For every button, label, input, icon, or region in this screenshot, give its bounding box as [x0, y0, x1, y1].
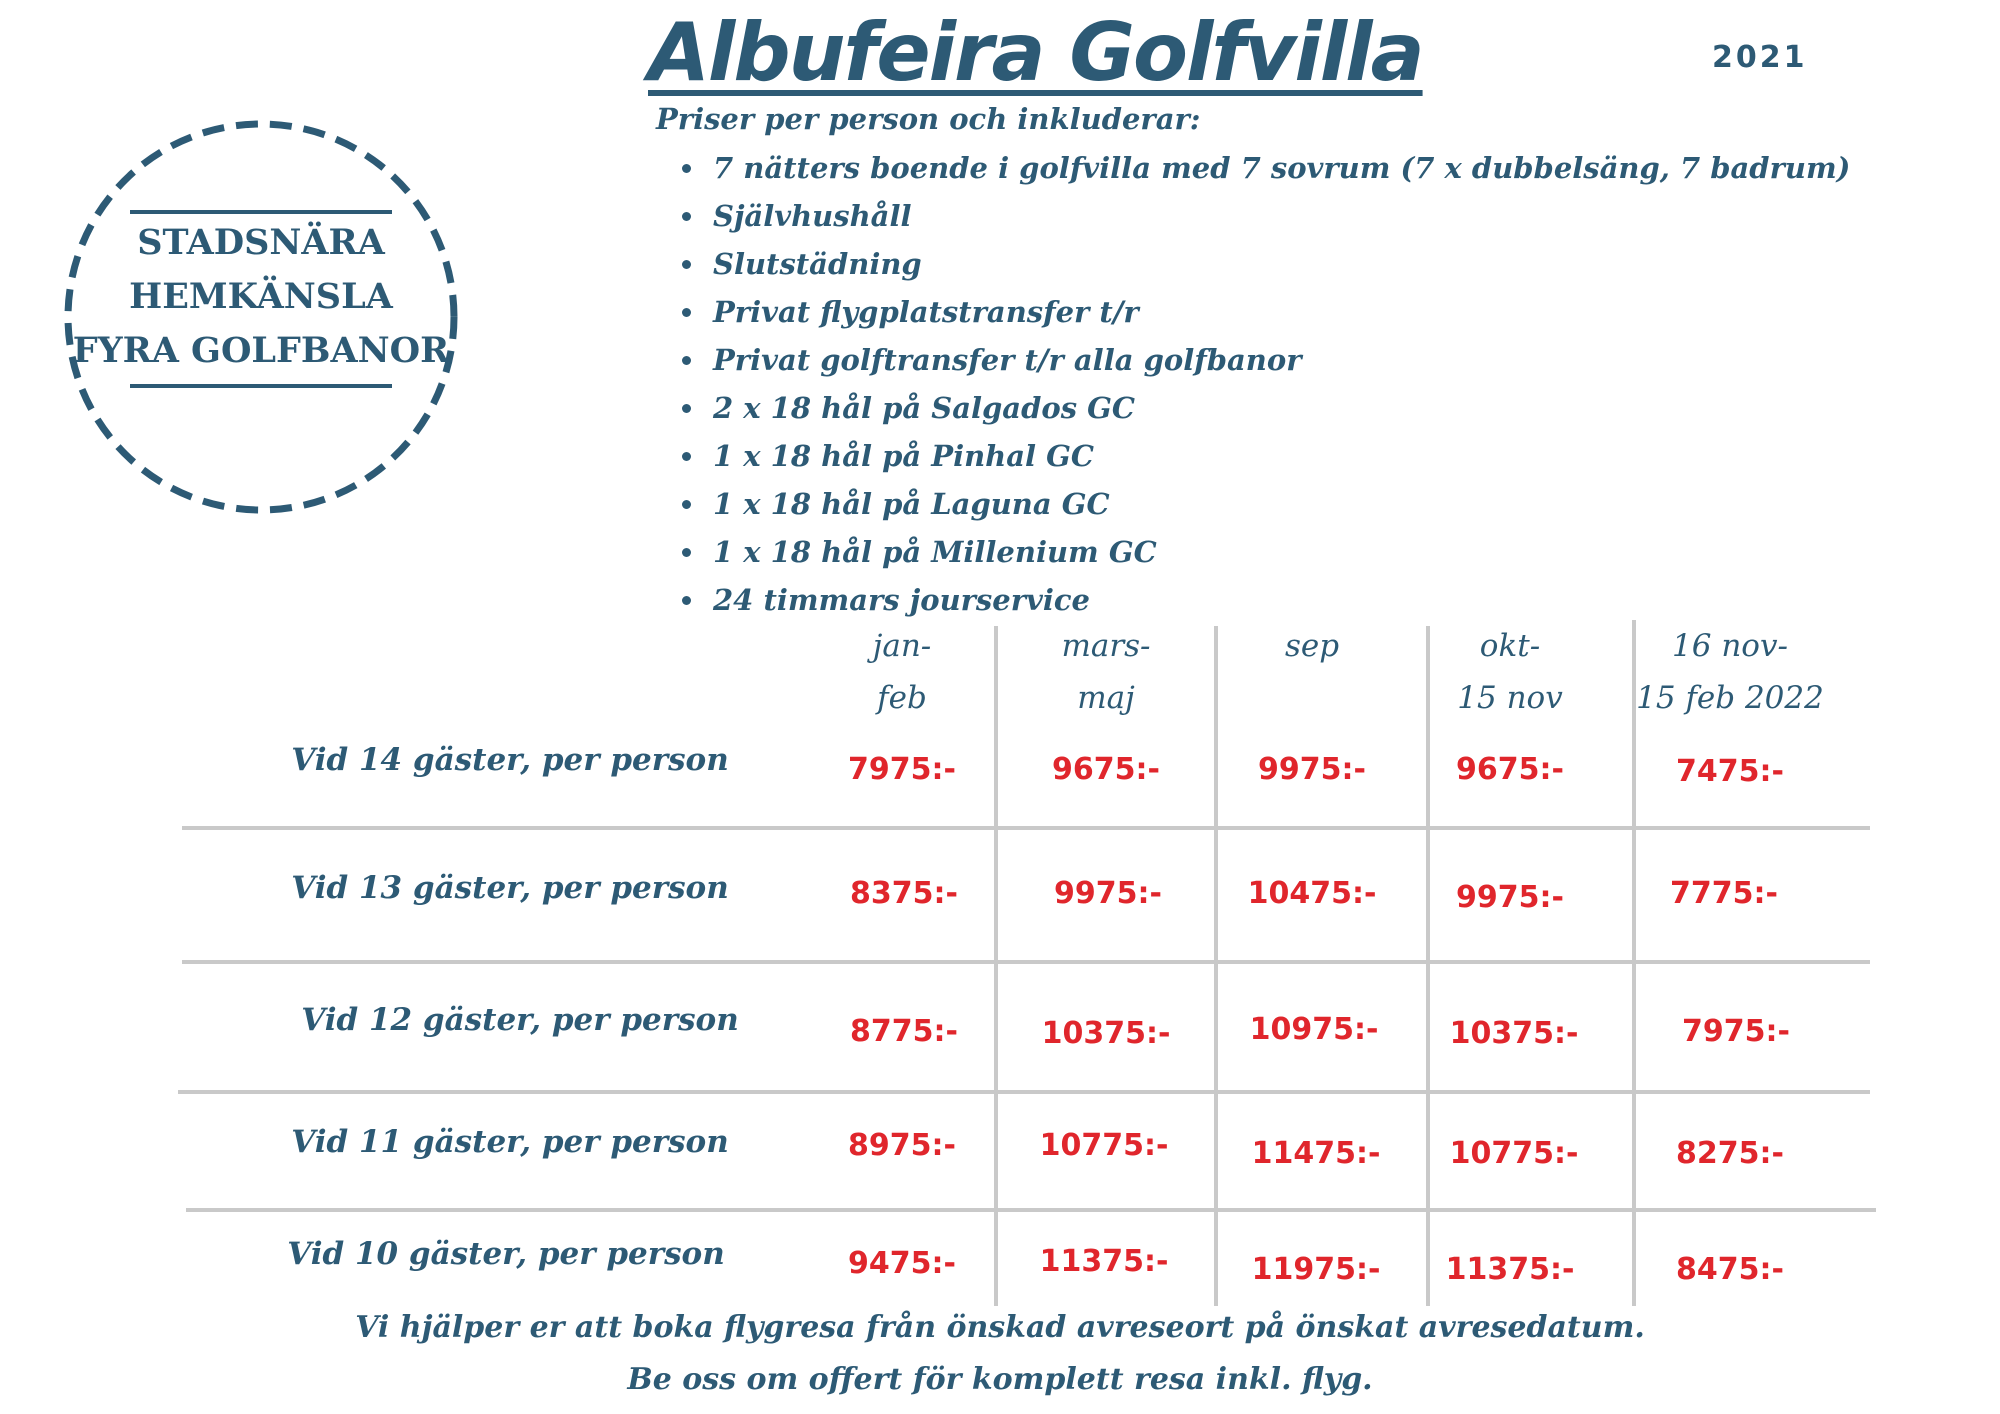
footer-offer-note: Be oss om offert för komplett resa inkl. flyg.: [627, 1362, 1373, 1397]
footer-flight-note: Vi hjälper er att boka flygresa från önskad avreseort på önskat avresedatum.: [355, 1310, 1645, 1345]
bullet-icon: [682, 548, 691, 557]
bullet-icon: [682, 404, 691, 413]
feature-item: 1 x 18 hål på Pinhal GC: [682, 432, 1850, 480]
price-cell: 7475:-: [1676, 754, 1784, 789]
highlights-stamp: [62, 118, 460, 516]
price-cell: 9975:-: [1054, 876, 1162, 911]
feature-item: Självhushåll: [682, 192, 1850, 240]
price-cell: 9675:-: [1456, 752, 1564, 787]
price-cell: 8275:-: [1676, 1136, 1784, 1171]
column-header: okt- 15 nov: [1457, 628, 1563, 716]
grid-hline: [186, 1208, 1876, 1212]
price-cell: 10375:-: [1041, 1016, 1171, 1051]
price-cell: 8375:-: [850, 876, 958, 911]
price-cell: 10975:-: [1249, 1012, 1379, 1047]
price-cell: 8975:-: [848, 1128, 956, 1163]
column-header: 16 nov- 15 feb 2022: [1636, 628, 1824, 716]
column-header: jan- feb: [872, 628, 932, 716]
feature-item: 24 timmars jourservice: [682, 576, 1850, 624]
row-label: Vid 11 gäster, per person: [291, 1124, 729, 1160]
feature-item: 2 x 18 hål på Salgados GC: [682, 384, 1850, 432]
price-intro: Priser per person och inkluderar:: [656, 102, 1201, 136]
price-cell: 9975:-: [1456, 880, 1564, 915]
column-header: mars- maj: [1061, 628, 1151, 716]
year-label: 2021: [1712, 40, 1808, 75]
stamp-line-3: FYRA GOLFBANOR: [72, 330, 450, 371]
column-header: sep: [1284, 628, 1340, 664]
stamp-divider-bottom: [130, 384, 392, 388]
bullet-icon: [682, 308, 691, 317]
price-cell: 8475:-: [1676, 1252, 1784, 1287]
price-cell: 11375:-: [1445, 1252, 1575, 1287]
included-features-list: [682, 144, 1850, 624]
grid-hline: [182, 826, 1870, 830]
feature-item: Privat golftransfer t/r alla golfbanor: [682, 336, 1850, 384]
bullet-icon: [682, 452, 691, 461]
price-cell: 10475:-: [1247, 876, 1377, 911]
price-cell: 8775:-: [850, 1014, 958, 1049]
stamp-line-1: STADSNÄRA: [137, 222, 385, 263]
bullet-icon: [682, 212, 691, 221]
row-label: Vid 10 gäster, per person: [287, 1236, 725, 1272]
feature-item: 7 nätters boende i golfvilla med 7 sovrum (7 x dubbelsäng, 7 badrum): [682, 144, 1850, 192]
bullet-icon: [682, 500, 691, 509]
bullet-icon: [682, 356, 691, 365]
price-cell: 11375:-: [1039, 1244, 1169, 1279]
row-label: Vid 12 gäster, per person: [301, 1002, 739, 1038]
price-cell: 10775:-: [1039, 1128, 1169, 1163]
feature-item: 1 x 18 hål på Laguna GC: [682, 480, 1850, 528]
row-label: Vid 13 gäster, per person: [291, 870, 729, 906]
stamp-line-2: HEMKÄNSLA: [129, 276, 393, 317]
bullet-icon: [682, 164, 691, 173]
price-cell: 7975:-: [1682, 1014, 1790, 1049]
grid-vline: [1426, 626, 1430, 1306]
stamp-divider-top: [130, 210, 392, 214]
feature-item: Slutstädning: [682, 240, 1850, 288]
feature-item: 1 x 18 hål på Millenium GC: [682, 528, 1850, 576]
grid-vline: [1214, 626, 1218, 1306]
price-cell: 7775:-: [1670, 876, 1778, 911]
bullet-icon: [682, 260, 691, 269]
row-label: Vid 14 gäster, per person: [291, 742, 729, 778]
page-title: Albufeira Golfvilla: [648, 6, 1423, 99]
price-cell: 11475:-: [1251, 1136, 1381, 1171]
grid-hline: [182, 960, 1870, 964]
dashed-circle-icon: [62, 118, 460, 516]
price-cell: 9475:-: [848, 1246, 956, 1281]
price-cell: 11975:-: [1251, 1252, 1381, 1287]
price-cell: 10775:-: [1449, 1136, 1579, 1171]
grid-vline: [994, 626, 998, 1306]
grid-hline: [178, 1090, 1870, 1094]
price-cell: 10375:-: [1449, 1016, 1579, 1051]
price-cell: 7975:-: [848, 752, 956, 787]
feature-item: Privat flygplatstransfer t/r: [682, 288, 1850, 336]
price-cell: 9975:-: [1258, 752, 1366, 787]
bullet-icon: [682, 596, 691, 605]
price-cell: 9675:-: [1052, 752, 1160, 787]
